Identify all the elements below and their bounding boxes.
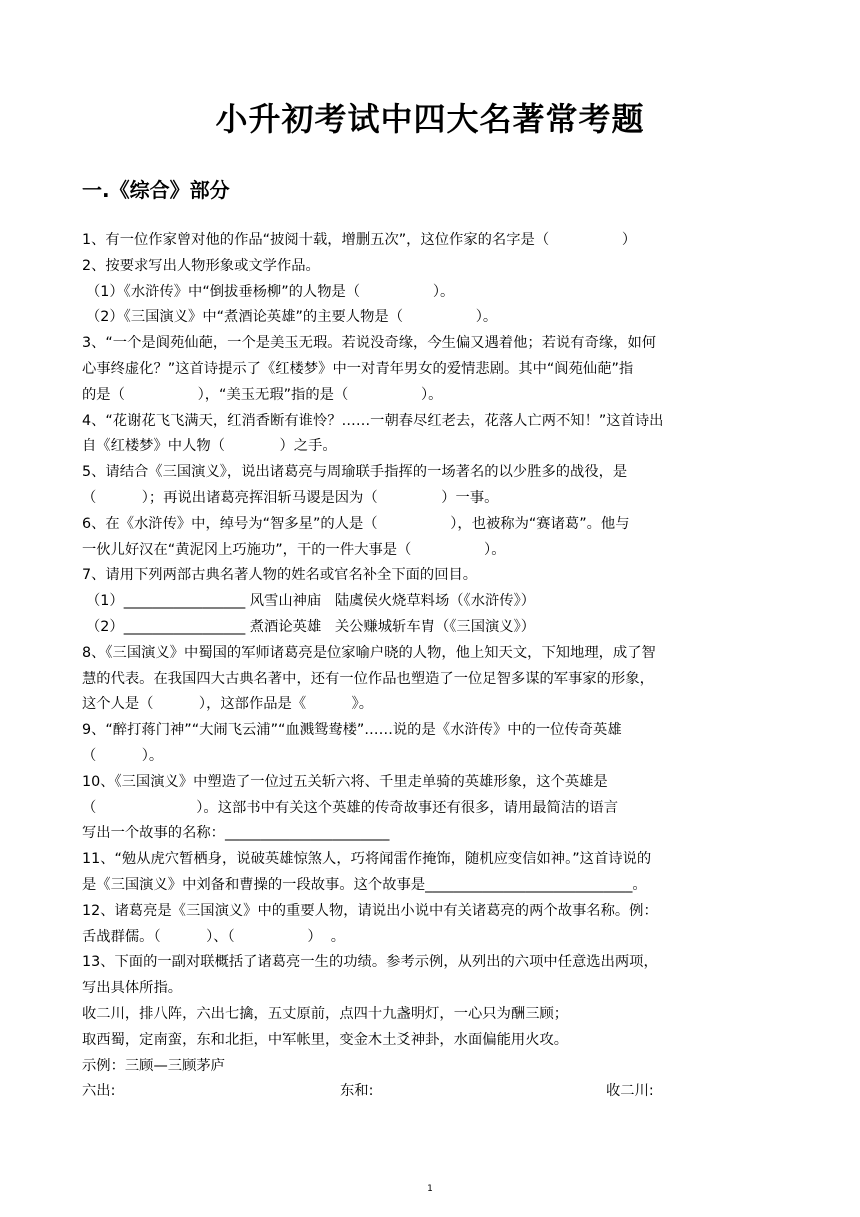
answer-labels-row	[82, 1079, 782, 1105]
text-line: 10、《三国演义》中塑造了一位过五关斩六将、千里走单骑的英雄形象，这个英雄是	[82, 773, 608, 790]
text-line: 5、请结合《三国演义》，说出诸葛亮与周瑜联手指挥的一场著名的以少胜多的战役，是	[82, 464, 628, 481]
text-line: 示例：三顾—三顾茅庐	[82, 1057, 225, 1074]
section-heading: 一.《综合》部分	[82, 178, 230, 202]
answer-label: 六出:	[82, 1083, 116, 1100]
text-line: （ ）。	[82, 747, 164, 764]
text-line: 11、“勉从虎穴暂栖身，说破英雄惊煞人，巧将闻雷作掩饰，随机应变信如神。”这首诗说的	[82, 851, 652, 868]
text-line: 心事终虚化？”这首诗提示了《红楼梦》中一对青年男女的爱情悲剧。其中“阆苑仙葩”指	[82, 360, 634, 377]
text-line: 慧的代表。在我国四大古典名著中，还有一位作品也塑造了一位足智多谋的军事家的形象，	[82, 670, 654, 687]
text-line: 自《红楼梦》中人物（ ）之手。	[82, 438, 337, 455]
text-line: （ ）；再说出诸葛亮挥泪斩马谡是因为（ ）一事。	[82, 489, 499, 506]
text-line: 2、按要求写出人物形象或文学作品。	[82, 257, 320, 274]
text-line: 的是（ ），“美玉无瑕”指的是（ ）。	[82, 386, 443, 403]
text-line: 这个人是（ ），这部作品是《 》。	[82, 696, 374, 713]
text-line: 12、诸葛亮是《三国演义》中的重要人物，请说出小说中有关诸葛亮的两个故事名称。例：	[82, 902, 658, 919]
question-body	[82, 228, 782, 1105]
text-line: 1、有一位作家曾对他的作品“披阅十载，增删五次”，这位作家的名字是（ ）	[82, 232, 637, 248]
answer-label: 收二川:	[606, 1083, 654, 1100]
text-line: 取西蜀，定南蛮，东和北拒，中军帐里，变金木土爻神卦，水面偏能用火攻。	[82, 1031, 569, 1048]
text-line: 9、“醉打蒋门神”“大闹飞云浦”“血溅鸳鸯楼”……说的是《水浒传》中的一位传奇英雄	[82, 722, 622, 739]
page-title: 小升初考试中四大名著常考题	[215, 100, 645, 138]
text-line: （1）《水浒传》中“倒拔垂杨柳”的人物是（ ）。	[86, 283, 455, 300]
answer-label: 东和:	[340, 1083, 374, 1100]
text-line: 8、《三国演义》中蜀国的军师诸葛亮是位家喻户晓的人物，他上知天文，下知地理，成了智	[82, 644, 656, 661]
text-line: 3、“一个是阆苑仙葩，一个是美玉无瑕。若说没奇缘，今生偏又遇着他；若说有奇缘，如何	[82, 335, 657, 352]
text-line: （2）_________________ 煮酒论英雄 关公赚城斩车胄（《三国演义》）	[86, 618, 536, 635]
text-line: 7、请用下列两部古典名著人物的姓名或官名补全下面的回目。	[82, 567, 478, 584]
text-line: （2）《三国演义》中“煮酒论英雄”的主要人物是（ ）。	[86, 309, 498, 326]
page-number: 1	[427, 1184, 433, 1194]
text-line: 一伙儿好汉在“黄泥冈上巧施功”，干的一件大事是（ ）。	[82, 541, 506, 558]
text-line: 舌战群儒。（ ）、（ ） 。	[82, 928, 346, 945]
text-line: （ ）。这部书中有关这个英雄的传奇故事还有很多，请用最简洁的语言	[82, 799, 619, 816]
text-line: 是《三国演义》中刘备和曹操的一段故事。这个故事是_____________________________。	[82, 876, 647, 893]
text-line: 4、“花谢花飞飞满天，红消香断有谁怜？……一朝春尽红老去，花落人亡两不知！”这首诗出	[82, 412, 664, 429]
text-line: 写出具体所指。	[82, 980, 183, 997]
text-line: 6、在《水浒传》中，绰号为“智多星”的人是（ ），也被称为“赛诸葛”。他与	[82, 515, 630, 532]
text-line: 13、下面的一副对联概括了诸葛亮一生的功绩。参考示例，从列出的六项中任意选出两项，	[82, 954, 658, 971]
text-line: 写出一个故事的名称：_______________________	[82, 825, 390, 842]
text-line: （1）_________________ 风雪山神庙 陆虞侯火烧草料场（《水浒传》）	[86, 593, 536, 610]
text-line: 收二川，排八阵，六出七擒，五丈原前，点四十九盏明灯，一心只为酬三顾；	[82, 1005, 569, 1022]
